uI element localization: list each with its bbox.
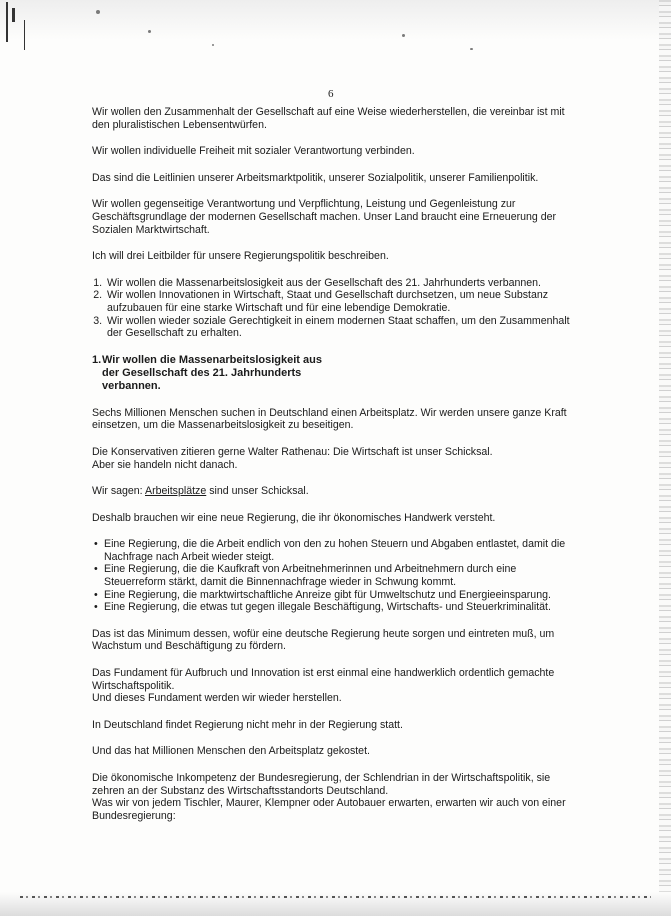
- bullet-item: • Eine Regierung, die marktwirtschaftliche Anreize gibt für Umweltschutz und Energieeinsparung.: [104, 589, 570, 602]
- scan-right-edge: [659, 0, 671, 916]
- bullet-item: • Eine Regierung, die die Arbeit endlich von den zu hohen Steuern und Abgaben entlastet, damit die Nachfrage nach Arbeit wieder steigt.: [104, 538, 570, 563]
- goals-list: [92, 277, 570, 340]
- text-run: Wir sagen:: [92, 485, 145, 498]
- scan-corner-marks: [0, 0, 34, 70]
- paragraph: Das sind die Leitlinien unserer Arbeitsmarktpolitik, unserer Sozialpolitik, unserer Familienpolitik.: [92, 171, 539, 184]
- bullet-list: [92, 538, 570, 614]
- paragraph: Ich will drei Leitbilder für unsere Regierungspolitik beschreiben.: [92, 250, 389, 263]
- paragraph: In Deutschland findet Regierung nicht mehr in der Regierung statt.: [92, 718, 403, 731]
- paragraph: Das Fundament für Aufbruch und Innovation ist erst einmal eine handwerklich ordentlich gemachte Wirtschaftspolitik.: [92, 667, 555, 692]
- goal-item: 2. Wir wollen Innovationen in Wirtschaft, Staat und Gesellschaft durchsetzen, um neue Substanz aufzubauen für eine starke Wirtschaft und für eine lebendige Demokratie.: [105, 289, 570, 314]
- paragraph: Was wir von jedem Tischler, Maurer, Klempner oder Autobauer erwarten, erwarten wir auch von einer Bundesregierung:: [92, 797, 566, 822]
- paragraph: Wir wollen den Zusammenhalt der Gesellschaft auf eine Weise wiederherstellen, die vereinbar ist mit den pluralistischen Lebensentwürfen.: [92, 106, 565, 131]
- heading-line: verbannen.: [102, 379, 161, 392]
- bullet-item: • Eine Regierung, die die Kaufkraft von Arbeitnehmerinnen und Arbeitnehmern durch eine Steuerreform stärkt, damit die Binnennachfrage wieder in Schwung kommt.: [104, 563, 570, 588]
- heading-line: der Gesellschaft des 21. Jahrhunderts: [102, 366, 302, 379]
- paragraph: Die Konservativen zitieren gerne Walter Rathenau: Die Wirtschaft ist unser Schicksal.: [92, 445, 493, 458]
- paragraph: Aber sie handeln nicht danach.: [92, 458, 238, 471]
- section-heading: [92, 354, 570, 393]
- scan-speck: [470, 48, 473, 50]
- paragraph: Die ökonomische Inkompetenz der Bundesregierung, der Schlendrian in der Wirtschaftspolitik, sie zehren an der Substanz des Wirtschaftsstandorts Deutschland.: [92, 772, 551, 797]
- text-run: sind unser Schicksal.: [206, 485, 309, 498]
- goal-item: 3. Wir wollen wieder soziale Gerechtigkeit in einem modernen Staat schaffen, um den Zusammenhalt der Gesellschaft zu erhalten.: [105, 315, 570, 340]
- scan-speck: [402, 34, 405, 37]
- paragraph: Und dieses Fundament werden wir wieder herstellen.: [92, 692, 342, 705]
- paragraph: [92, 485, 570, 498]
- paragraph: Und das hat Millionen Menschen den Arbeitsplatz gekostet.: [92, 745, 370, 758]
- scan-top-shadow: [0, 0, 671, 40]
- scan-bottom-line: [20, 896, 651, 898]
- document-body: [92, 106, 570, 822]
- heading-line: Wir wollen die Massenarbeitslosigkeit aus: [102, 353, 322, 366]
- section-number: 1.: [92, 353, 102, 366]
- goal-item: 1. Wir wollen die Massenarbeitslosigkeit aus der Gesellschaft des 21. Jahrhunderts verbannen.: [105, 277, 570, 290]
- paragraph: Sechs Millionen Menschen suchen in Deutschland einen Arbeitsplatz. Wir werden unsere ganze Kraft einsetzen, um die Massenarbeitslosigkeit zu beseitigen.: [92, 406, 567, 432]
- paragraph: Wir wollen gegenseitige Verantwortung und Verpflichtung, Leistung und Gegenleistung zur Geschäftsgrundlage der modernen Gesellschaft machen. Unser Land braucht eine Erneuerung der Sozialen Marktwirtschaft.: [92, 198, 557, 236]
- page-number: 6: [328, 88, 334, 100]
- scan-speck: [148, 30, 151, 33]
- scan-speck: [212, 44, 214, 46]
- paragraph: Das ist das Minimum dessen, wofür eine deutsche Regierung heute sorgen und eintreten muß, um Wachstum und Beschäftigung zu fördern.: [92, 627, 555, 653]
- paragraph: Wir wollen individuelle Freiheit mit sozialer Verantwortung verbinden.: [92, 145, 415, 158]
- bullet-item: • Eine Regierung, die etwas tut gegen illegale Beschäftigung, Wirtschafts- und Steuerkriminalität.: [104, 601, 570, 614]
- underlined-text: Arbeitsplätze: [145, 485, 207, 498]
- paragraph: Deshalb brauchen wir eine neue Regierung, die ihr ökonomisches Handwerk versteht.: [92, 511, 496, 524]
- scan-speck: [96, 10, 100, 14]
